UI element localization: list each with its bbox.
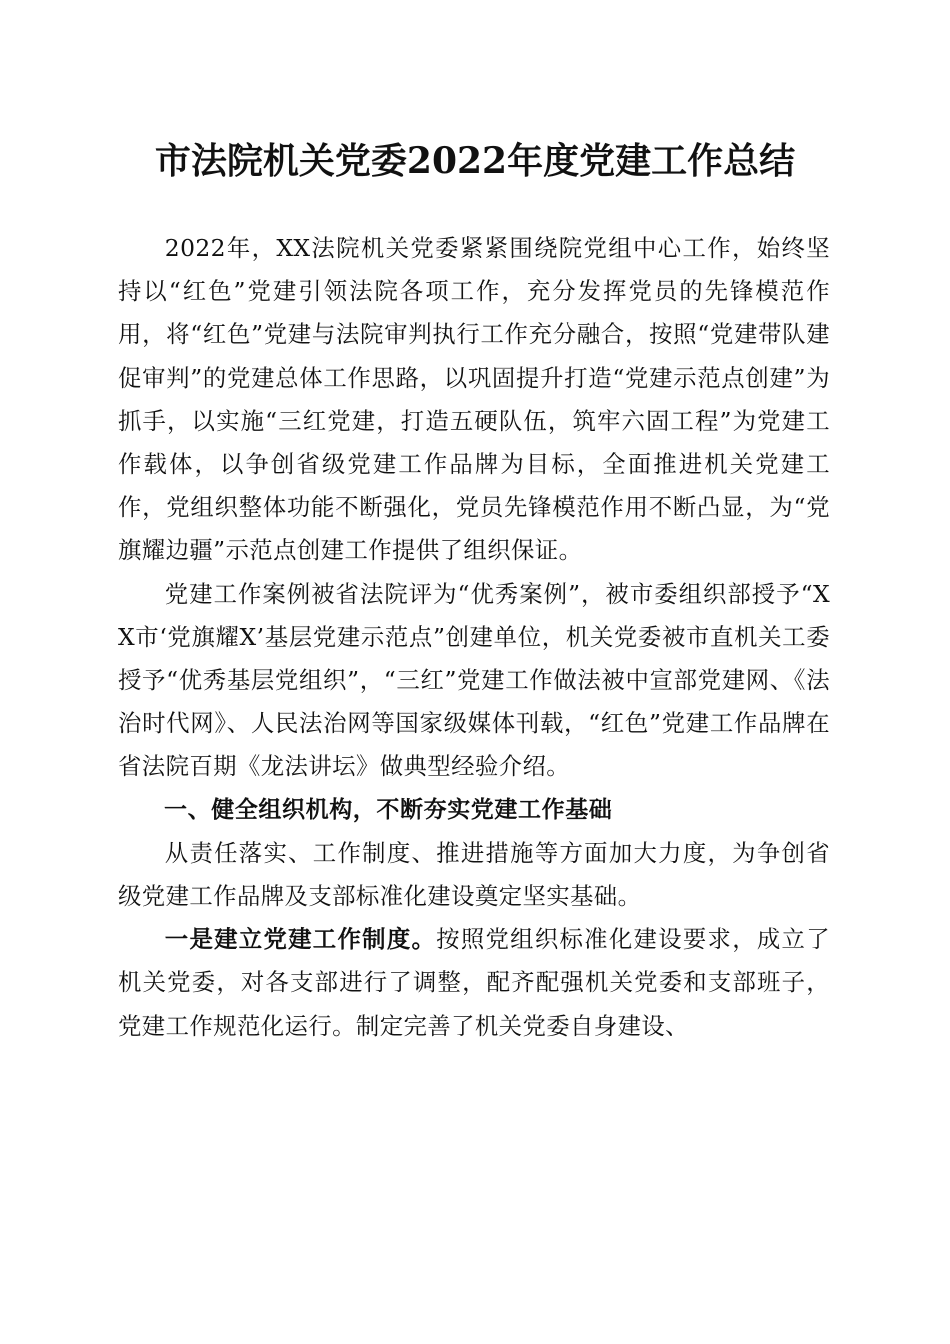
paragraph-section-intro: 从责任落实、工作制度、推进措施等方面加大力度，为争创省级党建工作品牌及支部标准化建设奠定坚实基础。 xyxy=(118,838,830,911)
point-1-text: 按照党组织标准化建设要求，成立了机关党委，对各支部进行了调整，配齐配强机关党委和支部班子，党建工作规范化运行。制定完善了机关党委自身建设、 xyxy=(118,925,830,1040)
point-1-lead: 一是建立党建工作制度。 xyxy=(164,925,437,954)
paragraph-point-1 xyxy=(118,918,830,1048)
paragraph-honors: 党建工作案例被省法院评为“优秀案例”，被市委组织部授予“XX市‘党旗耀X’基层党建示范点”创建单位，机关党委被市直机关工委授予“优秀基层党组织”，“三红”党建工作做法被中宣部党建网、《法治时代网》、人民法治网等国家级媒体刊载，“红色”党建工作品牌在省法院百期《龙法讲坛》做典型经验介绍。 xyxy=(118,579,830,781)
document-body xyxy=(118,227,830,1048)
document-title: 市法院机关党委2022年度党建工作总结 xyxy=(154,140,796,182)
paragraph-intro: 2022年，XX法院机关党委紧紧围绕院党组中心工作，始终坚持以“红色”党建引领法院各项工作，充分发挥党员的先锋模范作用，将“红色”党建与法院审判执行工作充分融合，按照“党建带队建促审判”的党建总体工作思路，以巩固提升打造“党建示范点创建”为抓手，以实施“三红党建，打造五硬队伍，筑牢六固工程”为党建工作载体，以争创省级党建工作品牌为目标，全面推进机关党建工作，党组织整体功能不断强化，党员先锋模范作用不断凸显，为“党旗耀边疆”示范点创建工作提供了组织保证。 xyxy=(118,234,830,565)
section-heading-1: 一、健全组织机构，不断夯实党建工作基础 xyxy=(164,796,613,823)
